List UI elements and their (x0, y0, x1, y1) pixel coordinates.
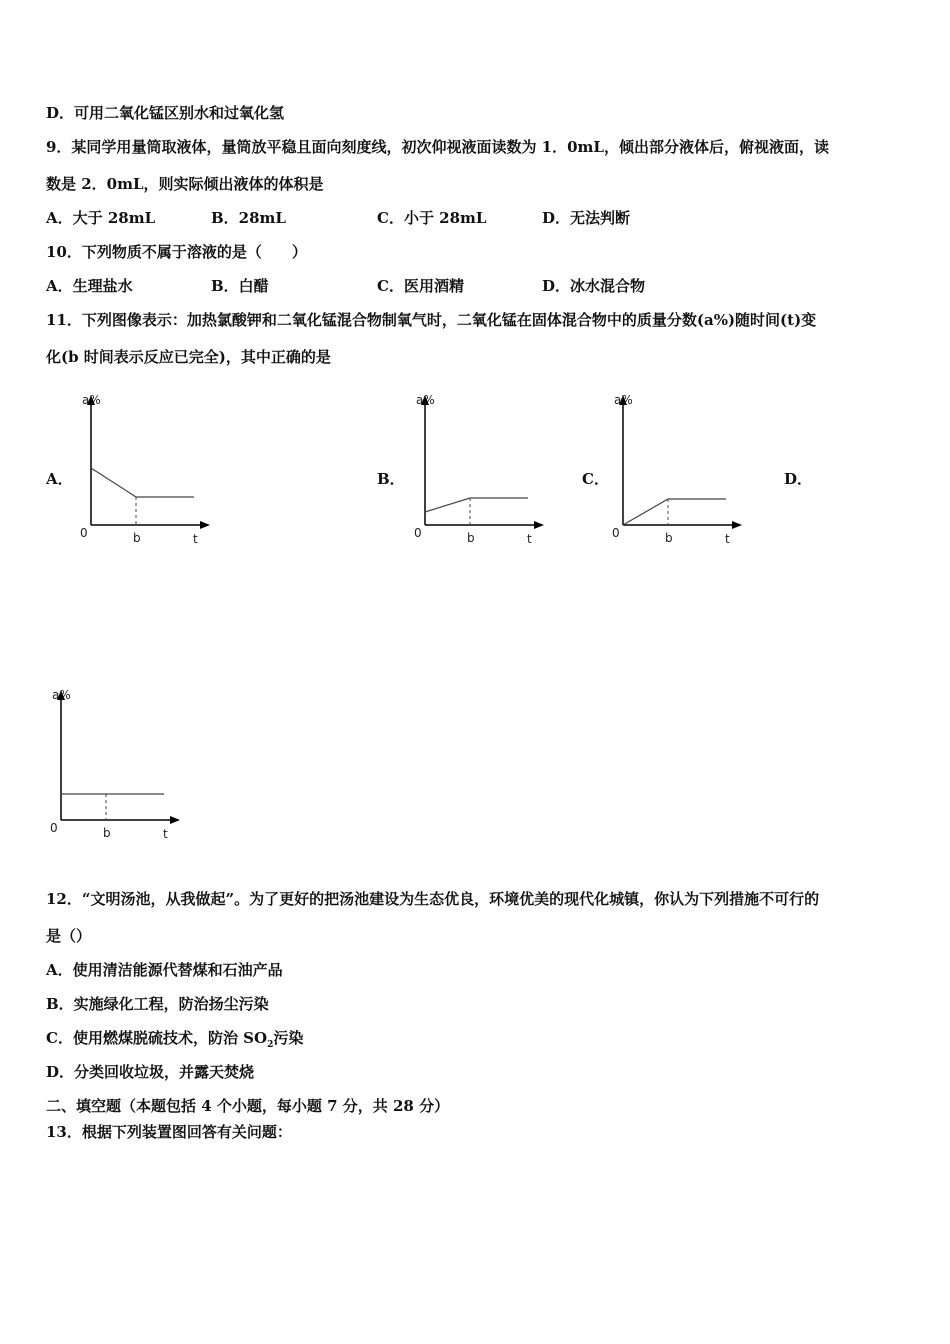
origin-label: 0 (80, 526, 88, 540)
q10-option-c: C．医用酒精 (377, 277, 464, 295)
origin-label: 0 (414, 526, 422, 540)
y-label: a% (416, 393, 435, 407)
q9-stem-line2: 数是 2．0mL，则实际倾出液体的体积是 (46, 175, 324, 193)
x-axis-arrow-icon (170, 816, 180, 824)
graph-d (40, 683, 190, 845)
q12-option-c-prefix: C．使用燃煤脱硫技术，防治 SO (46, 1029, 268, 1047)
q12-option-d: D．分类回收垃圾，并露天焚烧 (46, 1063, 255, 1081)
q9-option-d: D．无法判断 (542, 209, 631, 227)
q11-option-a-label: A． (46, 470, 73, 488)
curve (91, 468, 194, 497)
x-label: t (163, 827, 168, 841)
graph-b (404, 388, 554, 550)
x-label: t (527, 532, 532, 546)
origin-label: 0 (50, 821, 58, 835)
y-label: a% (614, 393, 633, 407)
q11-stem-line1: 11．下列图像表示：加热氯酸钾和二氧化锰混合物制氧气时，二氧化锰在固体混合物中的质量分数(a%)随时间(t)变 (46, 311, 817, 329)
b-label: b (665, 531, 673, 545)
curve (623, 499, 726, 525)
y-label: a% (82, 393, 101, 407)
graph-c (602, 388, 752, 550)
q12-option-b: B．实施绿化工程，防治扬尘污染 (46, 995, 269, 1013)
b-label: b (133, 531, 141, 545)
b-label: b (467, 531, 475, 545)
q9-stem-line1: 9．某同学用量筒取液体，量筒放平稳且面向刻度线，初次仰视液面读数为 1．0mL，倾出部分液体后，俯视液面，读 (46, 138, 829, 156)
q11-option-d-label: D． (784, 470, 813, 488)
x-axis-arrow-icon (200, 521, 210, 529)
q11-stem-line2: 化(b 时间表示反应已完全)，其中正确的是 (46, 348, 331, 366)
q8-option-d: D．可用二氧化锰区别水和过氧化氢 (46, 104, 285, 122)
q10-stem: 10．下列物质不属于溶液的是（ ） (46, 243, 307, 261)
q9-option-b: B．28mL (211, 209, 286, 227)
graph-a (70, 388, 220, 550)
q10-option-d: D．冰水混合物 (542, 277, 646, 295)
x-label: t (725, 532, 730, 546)
q12-option-a: A．使用清洁能源代替煤和石油产品 (46, 961, 283, 979)
q13-stem: 13．根据下列装置图回答有关问题： (46, 1123, 292, 1141)
q10-option-b: B．白醋 (211, 277, 269, 295)
q12-option-c-suffix: 污染 (273, 1029, 304, 1047)
section2-heading: 二、填空题（本题包括 4 个小题，每小题 7 分，共 28 分） (46, 1097, 450, 1115)
curve (425, 498, 528, 512)
q12-option-c (46, 1028, 303, 1055)
q9-option-c: C．小于 28mL (377, 209, 487, 227)
q9-option-a: A．大于 28mL (46, 209, 156, 227)
b-label: b (103, 826, 111, 840)
origin-label: 0 (612, 526, 620, 540)
q12-stem-line2: 是（） (46, 927, 92, 945)
y-label: a% (52, 688, 71, 702)
x-label: t (193, 532, 198, 546)
x-axis-arrow-icon (732, 521, 742, 529)
q10-option-a: A．生理盐水 (46, 277, 133, 295)
q11-option-b-label: B． (377, 470, 405, 488)
q12-stem-line1: 12．“文明汤池，从我做起”。为了更好的把汤池建设为生态优良，环境优美的现代化城镇，你认为下列措施不可行的 (46, 890, 820, 908)
q12-option-c-subscript: 2 (267, 1040, 274, 1050)
q11-option-c-label: C． (582, 470, 609, 488)
x-axis-arrow-icon (534, 521, 544, 529)
